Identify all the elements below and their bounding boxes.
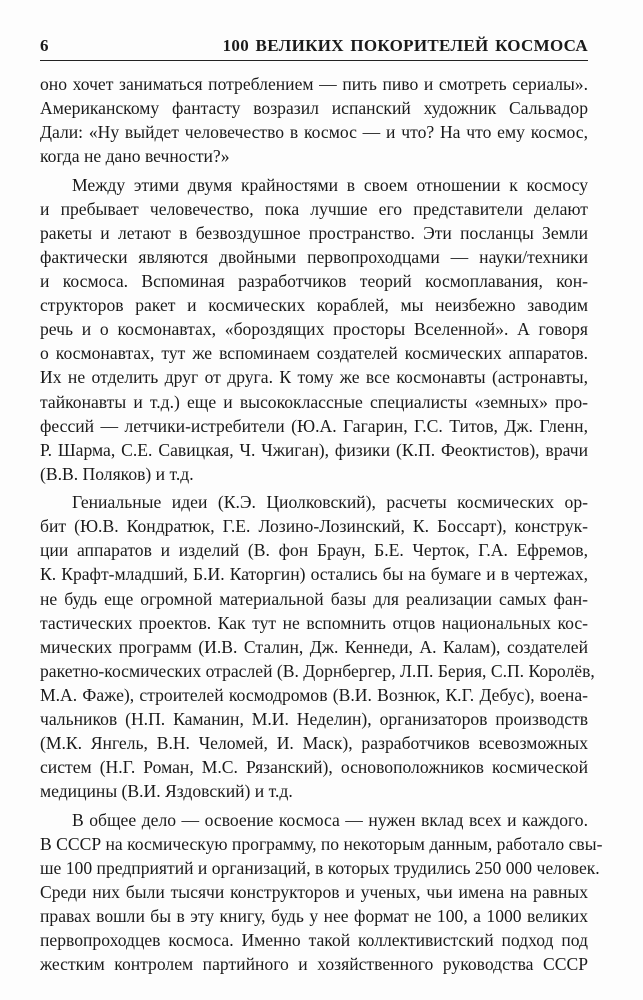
text-line: М.А. Фаже), строителей космодромов (В.И. Вознюк, К.Г. Дебус), воена- bbox=[40, 684, 588, 705]
text-line: тайконавты и т.д.) еще и высококлассные специалисты «земных» про- bbox=[40, 391, 588, 412]
text-line: чальников (Н.П. Каманин, М.И. Неделин), организаторов производств bbox=[40, 709, 588, 730]
text-line: речь и о космонавтах, «бороздящих просторы Вселенной». А говоря bbox=[40, 319, 588, 340]
text-line: систем (Н.Г. Роман, М.С. Рязанский), основоположников космической bbox=[40, 757, 588, 778]
text-line: ше 100 предприятий и организаций, в которых трудились 250 000 человек. bbox=[40, 857, 600, 878]
text-line: о космонавтах, тут же вспоминаем создателей космических аппаратов. bbox=[40, 343, 588, 364]
text-line: структоров ракет и космических кораблей, мы неизбежно заводим bbox=[40, 295, 588, 316]
paragraph bbox=[40, 808, 603, 977]
text-line: ракеты и летают в безвоздушное пространство. Эти посланцы Земли bbox=[40, 222, 588, 243]
text-line: К. Крафт-младший, Б.И. Каторгин) остались бы на бумаге и в чертежах, bbox=[40, 564, 588, 585]
text-line: не будь еще огромной материальной базы для реализации самых фан- bbox=[40, 588, 588, 609]
text-line: когда не дано вечности?» bbox=[40, 146, 230, 167]
text-line: фессий — летчики-истребители (Ю.А. Гагарин, Г.С. Титов, Дж. Гленн, bbox=[40, 415, 588, 436]
text-line: мических программ (И.В. Сталин, Дж. Кеннеди, А. Калам), создателей bbox=[40, 636, 588, 657]
text-line: фактически являются двойными первопроходцами — науки/техники bbox=[40, 246, 588, 267]
text-line: ракетно-космических отраслей (В. Дорнбергер, Л.П. Берия, С.П. Королёв, bbox=[40, 660, 595, 681]
text-line: Их не отделить друг от друга. К тому же все космонавты (астронавты, bbox=[40, 367, 588, 388]
running-header bbox=[40, 34, 588, 61]
text-line: тастических проектов. Как тут не вспомнить отцов национальных кос- bbox=[40, 612, 588, 633]
text-line: В СССР на космическую программу, по некоторым данным, работало свы- bbox=[40, 833, 603, 854]
text-line: (В.В. Поляков) и т.д. bbox=[40, 463, 194, 484]
text-line: Р. Шарма, С.Е. Савицкая, Ч. Чжиган), физики (К.П. Феоктистов), врачи bbox=[40, 439, 588, 460]
text-line: правах вошли бы в эту книгу, будь у нее формат не 100, а 1000 великих bbox=[40, 906, 588, 927]
text-line: Дали: «Ну выйдет человечество в космос — и что? На что ему космос, bbox=[40, 122, 588, 143]
book-title: 100 ВЕЛИКИХ ПОКОРИТЕЛЕЙ КОСМОСА bbox=[222, 36, 588, 55]
text-line: Между этими двумя крайностями в своем отношении к космосу bbox=[72, 174, 588, 195]
text-line: Американскому фантасту возразил испанский художник Сальвадор bbox=[40, 98, 588, 119]
text-line: бит (Ю.В. Кондратюк, Г.Е. Лозино-Лозинский, К. Боссарт), конструк- bbox=[40, 516, 588, 537]
text-line: и пребывает человечество, пока лучшие его представители делают bbox=[40, 198, 588, 219]
text-line: ции аппаратов и изделий (В. фон Браун, Б.Е. Черток, Г.А. Ефремов, bbox=[40, 540, 588, 561]
text-line: оно хочет заниматься потреблением — пить пиво и смотреть сериалы». bbox=[40, 74, 588, 94]
text-line: жестким контролем партийного и хозяйственного руководства СССР bbox=[40, 954, 588, 975]
text-line: В общее дело — освоение космоса — нужен вклад всех и каждого. bbox=[72, 809, 588, 830]
paragraph bbox=[40, 173, 588, 486]
paragraph bbox=[40, 490, 595, 803]
text-line: первопроходцев космоса. Именно такой коллективистский подход под bbox=[40, 930, 588, 951]
text-line: медицины (В.И. Яздовский) и т.д. bbox=[40, 781, 293, 802]
text-line: (М.К. Янгель, В.Н. Челомей, И. Маск), разработчиков всевозможных bbox=[40, 733, 588, 754]
body-text bbox=[40, 72, 603, 981]
text-line: и космоса. Вспоминая разработчиков теорий космоплавания, кон- bbox=[40, 271, 588, 292]
paragraph bbox=[40, 72, 588, 168]
text-line: Среди них были тысячи конструкторов и ученых, чьи имена на равных bbox=[40, 881, 588, 902]
text-line: Гениальные идеи (К.Э. Циолковский), расчеты космических ор- bbox=[72, 492, 588, 513]
page-number: 6 bbox=[40, 36, 49, 55]
